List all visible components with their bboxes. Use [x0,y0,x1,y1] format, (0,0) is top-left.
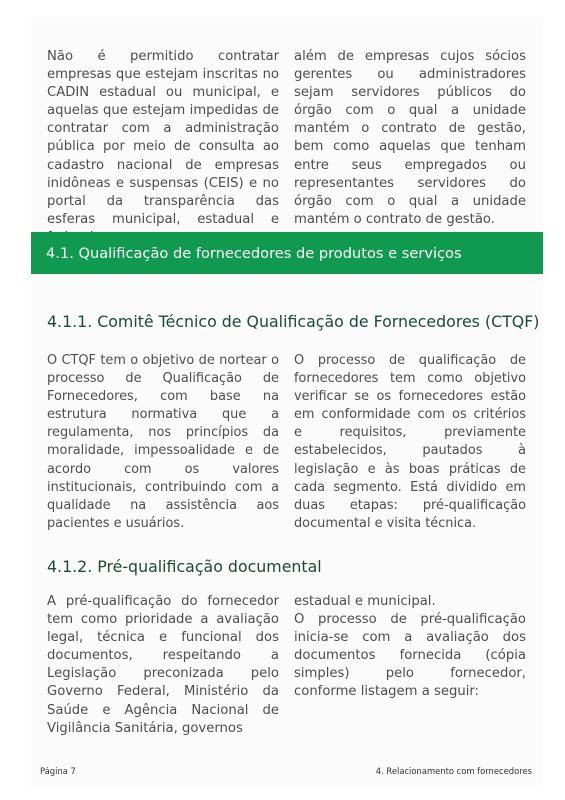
intro-left-paragraph: Não é permitido contratar empresas que estejam inscritas no CADIN estadual ou municipal, e aquelas que estejam impedidas de contratar com a administração pública por meio de consulta ao cadastro nacional de empresas inidôneas e suspensas (CEIS) e no portal da transparência das esferas municipal, estadual e [47,49,279,227]
prequalificacao-left-paragraph: A pré-qualificação do fornecedor tem como prioridade a avaliação legal, técnica e funcional dos documentos, respeitando a Legislação preconizada pelo Governo Federal, Ministério da Saúde e Agência Nacional de Vigilância Sanitária, governos [47,594,279,736]
ctqf-right-paragraph: O processo de qualificação de fornecedores tem como objetivo verificar se os fornecedores estão em conformidade com os critérios e requisitos, previamente estabelecidos, pautados à legislação e às boas práticas de cada segmento. Está dividido em duas etapas: pré-qualificação documental e visita técnica. [294,353,526,531]
prequalificacao-right-paragraph: O processo de pré-qualificação inicia-se com a avaliação dos documentos fornecida (cópia simples) pelo fornecedor, conforme listagem a seguir: [294,612,526,700]
prequalificacao-right-column [294,593,526,702]
subsection-title-ctqf: 4.1.1. Comitê Técnico de Qualificação de Fornecedores (CTQF) [47,312,540,331]
ctqf-left-paragraph: O CTQF tem o objetivo de nortear o processo de Qualificação de Fornecedores, com base na estrutura normativa que a regulamenta, nos princípios da moralidade, impessoalidade e de acordo com os valores institucionais, contribuindo com a qualidade na assistência aos pacientes e usuários. [47,353,279,531]
intro-right-paragraph: além de empresas cujos sócios gerentes ou administradores sejam servidores públicos do órgão com o qual a unidade mantém o contrato de gestão, bem como aquelas que tenham entre seus empregados ou representantes servidores do órgão com o qual a unidade mantém o contrato de gestão. [294,49,526,227]
footer-chapter-title: 4. Relacionamento com fornecedores [375,766,532,776]
footer-page-number: Página 7 [40,766,76,776]
subsection-title-prequalificacao: 4.1.2. Pré-qualificação documental [47,557,322,576]
section-banner [31,232,543,274]
section-banner-title: 4.1. Qualificação de fornecedores de produtos e serviços [46,244,462,262]
prequalificacao-right-line: estadual e municipal. [294,594,436,609]
